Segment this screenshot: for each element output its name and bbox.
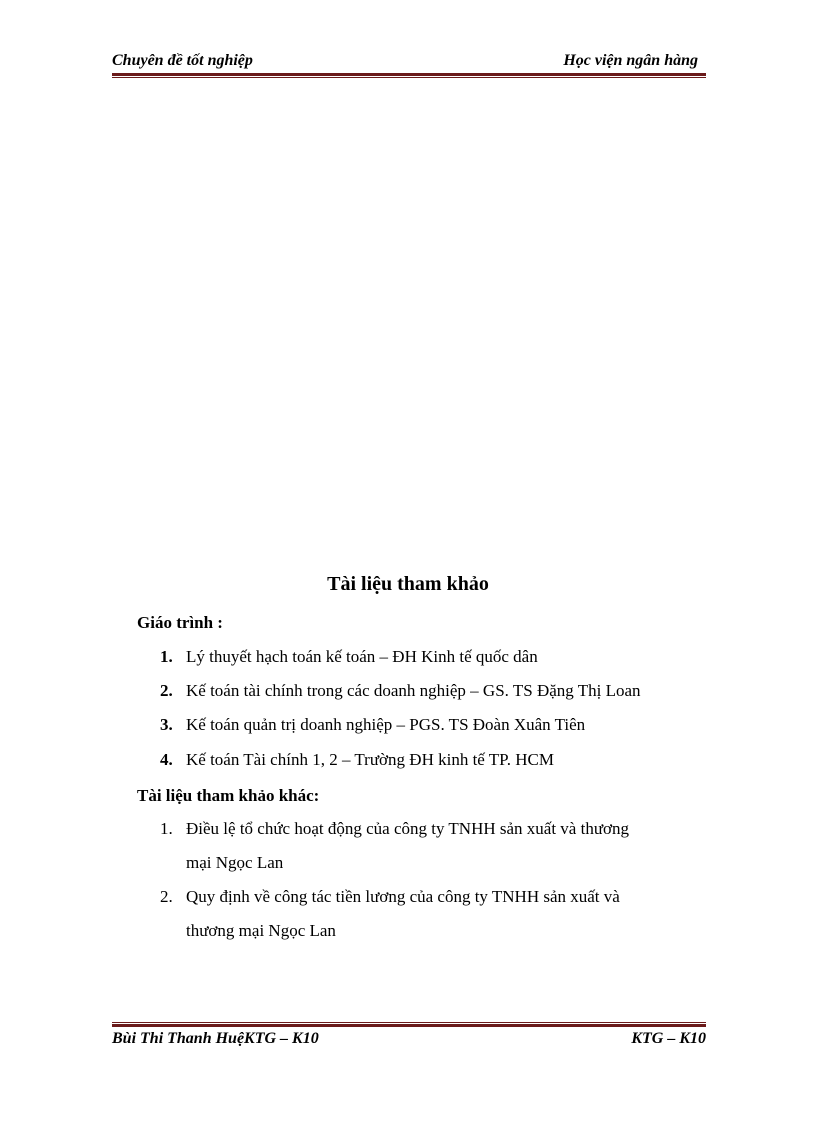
list-item bbox=[160, 674, 700, 708]
page-footer bbox=[112, 1030, 706, 1050]
footer-divider bbox=[112, 1022, 706, 1027]
list-item-number: 1. bbox=[160, 819, 173, 838]
list-item-number: 1. bbox=[160, 647, 173, 666]
section-heading-other-references: Tài liệu tham khảo khác: bbox=[137, 786, 320, 805]
list-item-text-continued: thương mại Ngọc Lan bbox=[186, 921, 336, 940]
list-item-text: Kế toán Tài chính 1, 2 – Trường ĐH kinh tế TP. HCM bbox=[186, 750, 554, 769]
list-item-number: 2. bbox=[160, 887, 173, 906]
list-item bbox=[160, 640, 700, 674]
list-item-text: Điều lệ tổ chức hoạt động của công ty TNHH sản xuất và thương bbox=[186, 819, 630, 838]
list-item-text: Lý thuyết hạch toán kế toán – ĐH Kinh tế quốc dân bbox=[186, 647, 538, 666]
list-item-number: 4. bbox=[160, 750, 173, 769]
page-header bbox=[112, 52, 706, 72]
page-title: Tài liệu tham khảo bbox=[327, 573, 489, 595]
list-item-text: Quy định về công tác tiền lương của công ty TNHH sản xuất và bbox=[186, 887, 620, 906]
list-item-text: Kế toán tài chính trong các doanh nghiệp – GS. TS Đặng Thị Loan bbox=[186, 681, 641, 700]
list-item bbox=[160, 880, 700, 948]
list-item-number: 2. bbox=[160, 681, 173, 700]
list-item-text-continued: mại Ngọc Lan bbox=[186, 853, 284, 872]
header-left-text: Chuyên đề tốt nghiệp bbox=[112, 52, 253, 69]
footer-left-text: Bùi Thi Thanh HuệKTG – K10 bbox=[112, 1030, 319, 1047]
list-item-text: Kế toán quản trị doanh nghiệp – PGS. TS Đoàn Xuân Tiên bbox=[186, 715, 586, 734]
section-heading-textbooks: Giáo trình : bbox=[137, 613, 223, 632]
header-divider bbox=[112, 73, 706, 78]
header-right-text: Học viện ngân hàng bbox=[563, 52, 698, 69]
list-item bbox=[160, 812, 700, 880]
list-item-number: 3. bbox=[160, 715, 173, 734]
list-item bbox=[160, 708, 700, 742]
list-item bbox=[160, 743, 700, 777]
footer-right-text: KTG – K10 bbox=[631, 1030, 706, 1047]
